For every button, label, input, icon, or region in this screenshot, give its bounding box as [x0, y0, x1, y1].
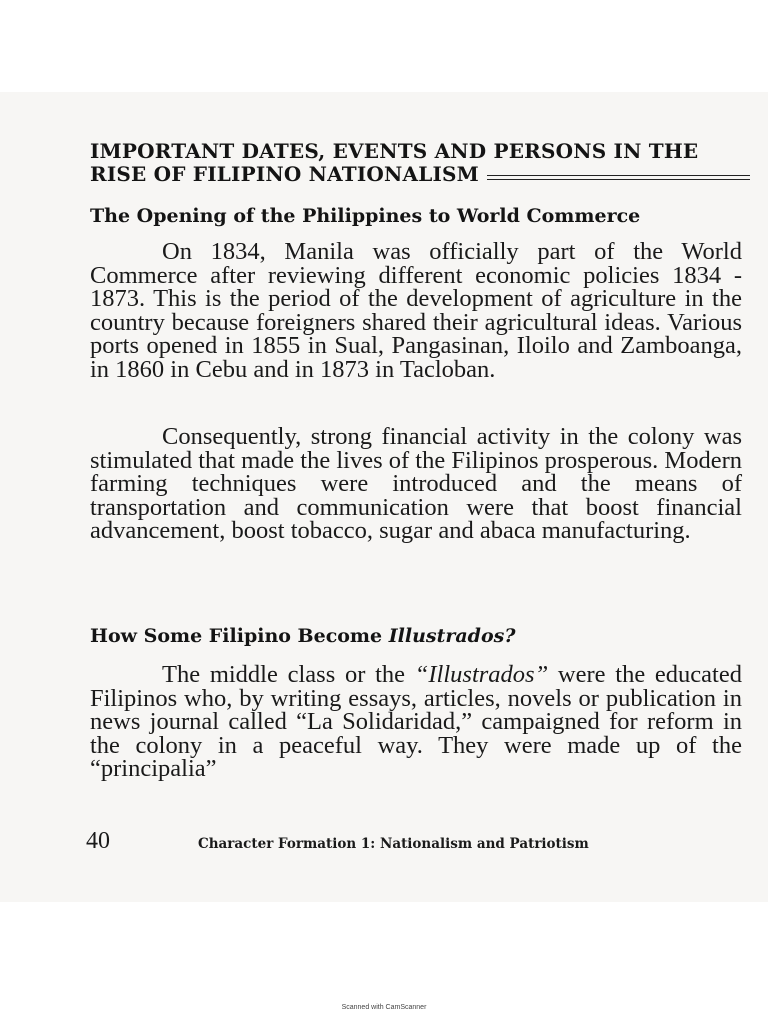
paragraph-illustrados-lead: The middle class or the	[162, 661, 415, 688]
chapter-heading-line1: IMPORTANT DATES, EVENTS AND PERSONS IN THE	[90, 139, 699, 163]
paragraph-illustrados-italic: “Illustrados”	[414, 661, 549, 688]
paragraph-world-commerce: On 1834, Manila was officially part of the World Commerce after reviewing different economic policies 1834 - 1873. This is the period of the development of agriculture in the country because foreigners shared their agricultural ideas. Various ports opened in 1855 in Sual, Pangasinan, Iloilo and Zamboanga, in 1860 in Cebu and in 1873 in Tacloban.	[90, 238, 742, 383]
chapter-heading-line2: RISE OF FILIPINO NATIONALISM	[90, 162, 480, 186]
scanner-watermark: Scanned with CamScanner	[341, 1004, 427, 1011]
paragraph-illustrados-rest: were the educated Filipinos who, by writing essays, articles, novels or publication in news journal called “La Solidaridad,” campaigned for reform in the colony in a peaceful way. They were made up of the “principalia”	[90, 661, 742, 782]
section-title-world-commerce: The Opening of the Philippines to World Commerce	[90, 205, 641, 227]
chapter-heading-line2-row	[90, 163, 750, 186]
section-title-illustrados	[90, 625, 760, 647]
section-title-illustrados-italic: Illustrados?	[388, 625, 516, 647]
section-title-illustrados-text: How Some Filipino Become	[90, 625, 389, 647]
paragraph-illustrados	[90, 663, 742, 781]
page-footer	[86, 828, 706, 855]
chapter-heading	[90, 140, 750, 186]
book-title: Character Formation 1: Nationalism and Patriotism	[198, 836, 589, 852]
page-number: 40	[86, 828, 110, 854]
paragraph-financial-activity: Consequently, strong financial activity in the colony was stimulated that made the lives of the Filipinos prosperous. Modern farming techniques were introduced and the means of transportation and communication were that boost financial advancement, boost tobacco, sugar and abaca manufacturing.	[90, 423, 742, 544]
heading-rule	[487, 175, 750, 180]
